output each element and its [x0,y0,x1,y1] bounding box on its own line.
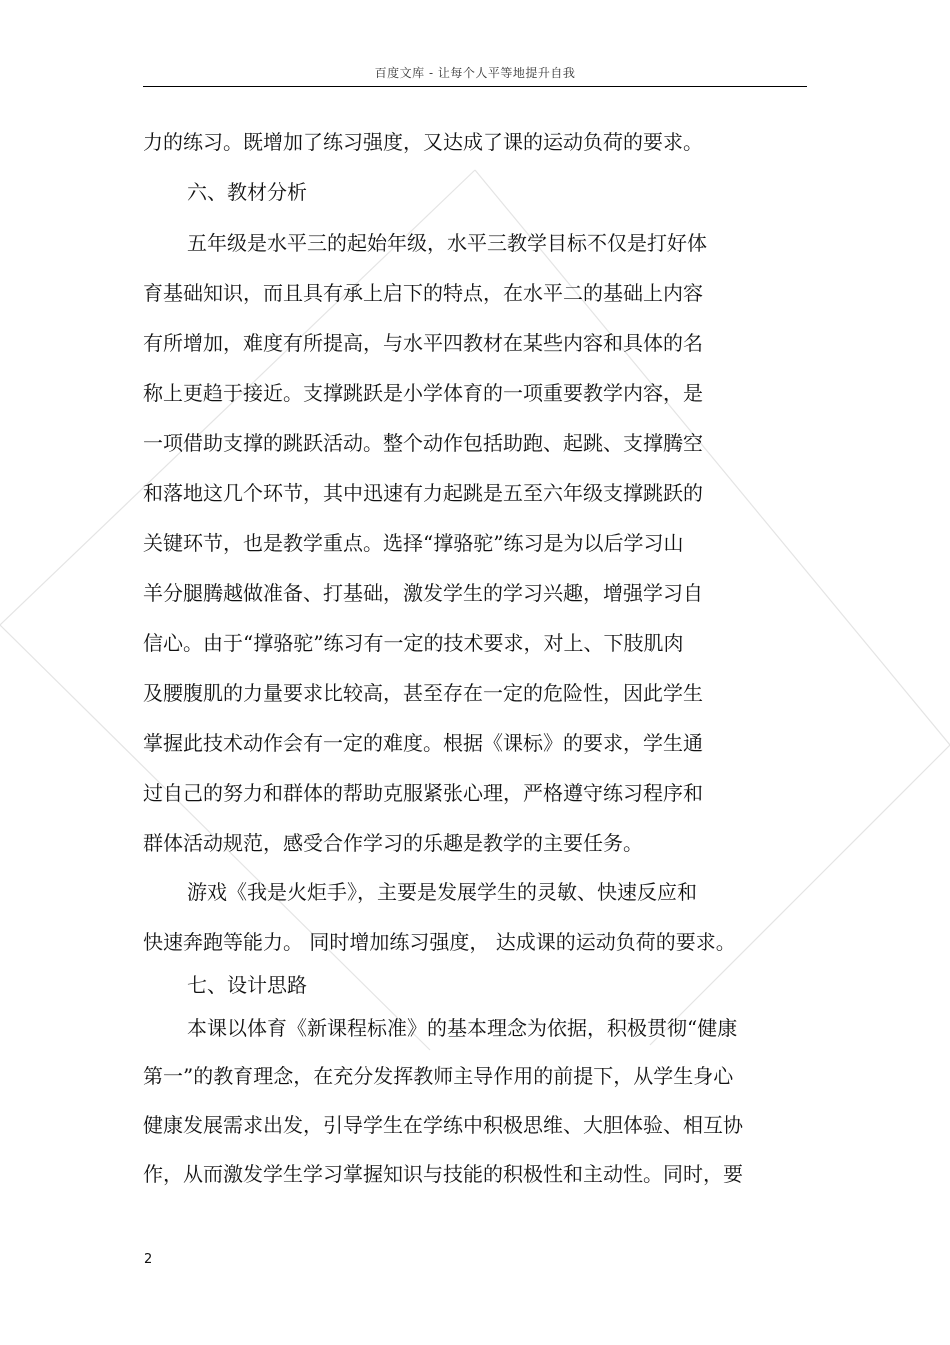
text-line: 一项借助支撑的跳跃活动。整个动作包括助跑、起跳、支撑腾空 [143,431,703,455]
text-line: 和落地这几个环节，其中迅速有力起跳是五至六年级支撑跳跃的 [143,481,703,505]
text-line: 过自己的努力和群体的帮助克服紧张心理，严格遵守练习程序和 [143,781,703,805]
text-line: 快速奔跑等能力。 同时增加练习强度， 达成课的运动负荷的要求。 [143,930,736,954]
text-line: 力的练习。既增加了练习强度，又达成了课的运动负荷的要求。 [143,130,703,154]
text-line: 作，从而激发学生学习掌握知识与技能的积极性和主动性。同时，要 [143,1162,743,1186]
text-line: 关键环节，也是教学重点。选择“撑骆驼”练习是为以后学习山 [143,531,684,555]
text-line: 称上更趋于接近。支撑跳跃是小学体育的一项重要教学内容，是 [143,381,703,405]
section-heading-materials: 六、教材分析 [187,180,307,204]
text-line: 有所增加，难度有所提高，与水平四教材在某些内容和具体的名 [143,331,703,355]
page-number: 2 [144,1252,153,1267]
section-heading-design: 七、设计思路 [187,973,307,997]
text-line: 第一”的教育理念，在充分发挥教师主导作用的前提下，从学生身心 [143,1064,734,1088]
page-header: 百度文库 - 让每个人平等地提升自我 [374,66,576,80]
text-line: 信心。由于“撑骆驼”练习有一定的技术要求，对上、下肢肌肉 [143,631,684,655]
text-line: 健康发展需求出发，引导学生在学练中积极思维、大胆体验、相互协 [143,1113,743,1137]
text-line: 育基础知识，而且具有承上启下的特点，在水平二的基础上内容 [143,281,703,305]
text-line: 及腰腹肌的力量要求比较高，甚至存在一定的危险性，因此学生 [143,681,703,705]
header-divider [143,86,807,87]
text-line: 游戏《我是火炬手》，主要是发展学生的灵敏、快速反应和 [187,880,697,904]
text-line: 羊分腿腾越做准备、打基础，激发学生的学习兴趣，增强学习自 [143,581,703,605]
text-line: 本课以体育《新课程标准》的基本理念为依据，积极贯彻“健康 [187,1016,738,1040]
text-line: 掌握此技术动作会有一定的难度。根据《课标》的要求，学生通 [143,731,703,755]
text-line: 五年级是水平三的起始年级，水平三教学目标不仅是打好体 [187,231,707,255]
text-line: 群体活动规范，感受合作学习的乐趣是教学的主要任务。 [143,831,643,855]
